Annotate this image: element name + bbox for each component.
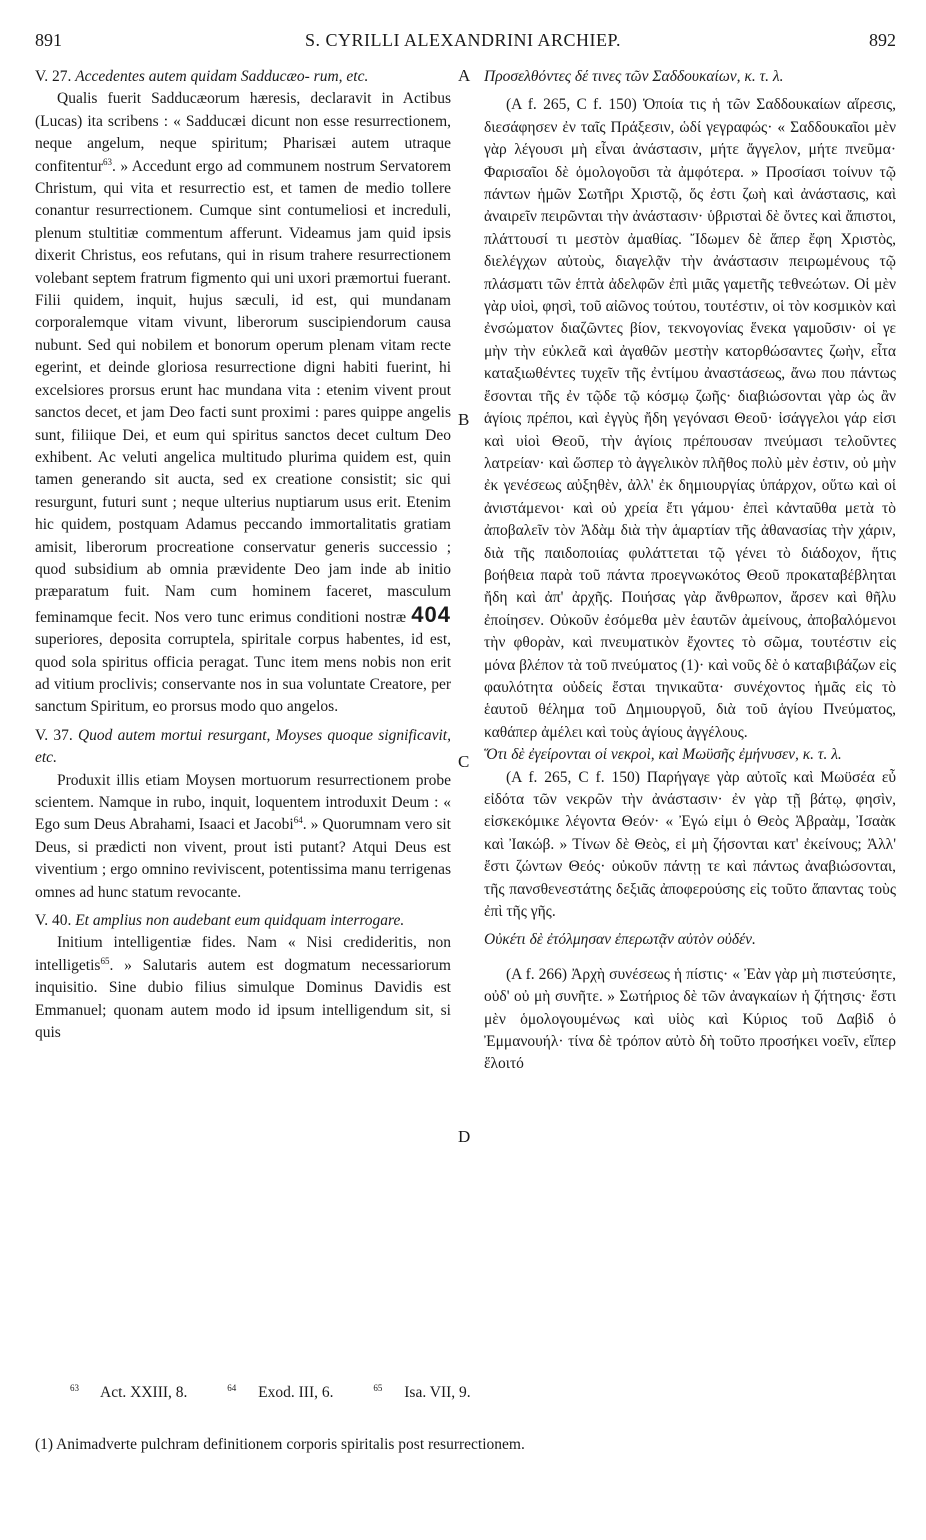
verse-number: V. 37. — [35, 726, 73, 744]
verse-heading-37 — [35, 725, 451, 770]
footnote-text: Act. XXIII, 8. — [100, 1384, 188, 1401]
latin-text: . » Accedunt ergo ad communem nostrum Servatorem Christum, qui vita et resurrectio est, et tamen de medio tollere conantur resurrectionem. Cumque sint contumeliosi et increduli, plenum stultitiæ commentum afferunt. Videamus jam quid ipsis dixerit Christus, eos refutans, qui in risum trahere resurrectionem volebant septem fratrum figmento qui uni uxori præmortui fuerant. Filii quidem, inquit, hujus sæculi, id est, qui mundanam corporalemque vitam vivunt, liberorum suscipiendorum causa nubunt. Sed qui nobilem et bonorum operum plenam vitam recte egerint, et deinde gloriosa resurrectione digni habiti fuerint, hi excelsiores prorsus erunt hac mundana vita : etenim vivent prout sanctos decet, et jam Deo facti sunt proximi : pares quippe angelis sunt, filiique Dei, et eum qui spiritus sanctos decet cultum Deo exhibent. Ac veluti angelica multitudo plurima quidem est, quin tamen generando sit aucta, sed ex creatione consistit; sic qui resurgunt, futuri sunt ; neque ulterius nuptiarum usus erit. Etenim hic quidem, postquam Adamus peccando immortalitatis gratiam amisit, liberorum procreatione conservatur generis successio ; quod subsidium ab omnia prævidente Deo jam inde ab initio præparatum fuit. Nam cum hominem faceret, masculum feminamque fecit. Nos vero tunc erimus conditioni nostræ — [35, 157, 451, 626]
greek-heading-1: Προσελθόντες δέ τινες τῶν Σαδδουκαίων, κ. τ. λ. — [484, 68, 784, 85]
latin-text: Produxit illis etiam Moysen mortuorum resurrectionem probe scientem. Namque in rubo, inquit, loquentem introduxit Deum : « Ego sum Deus Abrahami, Isaaci et Jacobi — [35, 771, 451, 834]
verse-text: Accedentes autem quidam Sadducæo- — [75, 68, 310, 85]
footnotes — [70, 1384, 507, 1402]
verse-text-cont: rum, etc. — [313, 68, 369, 85]
verse-number: V. 40. — [35, 912, 72, 930]
footnote — [227, 1384, 351, 1401]
footnote-ref-64: 64 — [293, 815, 303, 826]
latin-column — [35, 66, 451, 1044]
margin-letter-b: B — [458, 410, 470, 429]
column-marker: 404 — [411, 601, 451, 627]
greek-heading-3: Οὐκέτι δὲ ἐτόλμησαν ἐπερωτᾷν αὐτὸν οὐδέν. — [484, 931, 756, 949]
margin-letter-a: A — [458, 66, 471, 85]
footnote-text: Exod. III, 6. — [258, 1384, 334, 1401]
editor-note: (1) Animadverte pulchram definitionem corporis spiritalis post resurrectionem. — [35, 1436, 525, 1453]
greek-paragraph-2: (A f. 265, C f. 150) Παρήγαγε γὰρ αὐτοῖς καὶ Μωϋσέα εὖ εἰδότα τῶν νεκρῶν τὴν ἀνάστασιν· ἐν γὰρ τῇ βάτῳ, φησὶν, εἰσκεκόμικε λέγοντα Θεόν· « Ἐγώ εἰμι ὁ Θεὸς Ἀβραὰμ, Ἰσαὰκ καὶ Ἰακώβ. » Τίνων δὲ Θεὸς, εἰ μὴ ζήσονται κατ' ἐκείνους; Ἀλλ' ἔστι ζώντων Θεός· οὐκοῦν πάντῃ τε καὶ πάντως ἀναβιώσονται, τῆς πανσθενεστάτης δεξιᾶς ἀποφερούσης εἰς τοῦτο ἅπαντας τοὺς ἐπὶ τῆς γῆς. — [484, 768, 896, 921]
page-number-left: 891 — [35, 30, 62, 50]
greek-paragraph-1: (A f. 265, C f. 150) Ὁποία τις ἡ τῶν Σαδδουκαίων αἵρεσις, διεσάφησεν ἐν ταῖς Πράξεσιν, ὡδί γεγραφώς· « Σαδδουκαῖοι μὲν γὰρ λέγουσι μὴ εἶναι ἀνάστασιν, μήτε ἄγγελον, μήτε πνεῦμα· Φαρισαῖοι δὲ ὁμολογοῦσι τὰ ἀμφότερα. » Προσίασι τοίνυν τῷ πάντων ἡμῶν Σωτῆρι Χριστῷ, ὅς ἐστι ζωὴ καὶ ἀνάστασις, καὶ ἀναιρεῖν πειρῶνται τὴν ἀνάστασιν· ὑβρισταὶ δὲ ὄντες καὶ ἄπιστοι, πλάττουσί τι μεστὸν ἀμαθίας. Ἴδωμεν δὲ ἅπερ ἔφη Χριστὸς, διελέγχων αὐτοὺς, διαγελᾷν τὴν ἀνάστασιν πειρωμένους τῷ πλάσματι τῶν ἑπτὰ ἀδελφῶν ἐπὶ μιᾶς γαμετῆς τεθνεώτων. Οἱ μὲν γὰρ υἱοὶ, φησὶ, τοῦ αἰῶνος τούτου, τουτέστιν, οἱ τὸν κοσμικὸν καὶ ἐνσώματον διαζῶντες βίον, τεκνογονίας ἕνεκα γαμοῦσιν· οἱ γε μὴν τὴν εὐκλεᾶ καὶ ἀγαθῶν μεστὴν κατορθώσαντες ζωὴν, εἶτα καταξιωθέντες τυχεῖν τῆς ἐντίμου ἀναστάσεως, ἄνω που πάντως ἔσονται τῆς ἐν τῷδε τῷ κόσμῳ ζωῆς· διαβιώσονται γὰρ ὡς ἂν ἁγίοις πρέποι, καὶ ἐγγὺς ἤδη γεγόνασι Θεοῦ· ἰσάγγελοι γάρ εἰσι καὶ υἱοὶ Θεοῦ, τὴν ἁγίοις πρέπουσαν πνεύμασι τελοῦντες λατρείαν· καὶ ὥσπερ τὸ ἀγγελικὸν πλῆθος πολὺ μὲν ἐστιν, οὐ μὴν ἐκ γενέσεως αὐξηθὲν, ἀλλ' ἐκ δημιουργίας ὑπάρχον, οὕτω καὶ οἱ ἀνιστάμενοι· καὶ οὐ χρεία ἔτι γάμου· ἐπεὶ κἀνταῦθα μετὰ τὸ ἀποβαλεῖν τὸν Ἀδὰμ διὰ τὴν ἁμαρτίαν τῆς ἀθανασίας τὴν χάριν, διὰ τῆς παιδοποιίας φυλάττεται τῷ γένει τὸ διάδοχον, ἥτις βοήθεια παρὰ τοῦ πάντα προεγνωκότος Θεοῦ προκαταβέβληται ἤδη καὶ ἀπ' ἀρχῆς. Ποιήσας γὰρ ἄνθρωπον, ἄρσεν καὶ θῆλυ ἐποίησεν. Οὐκοῦν ἐσόμεθα μὲν ἑαυτῶν ἀμείνους, ἀποβαλόμενοι τὴν φθορὰν, καὶ πνευματικὸν ἔχοντες τὸ σῶμα, τουτέστιν εἰς μόνα βλέπον τὰ τοῦ πνεύματος (1)· καὶ νοῦς δὲ ὁ καταβιβάζων εἰς φαυλότητα οὐδείς ἔσται τηνικαῦτα· συνέχοντος ἡμᾶς εἰς τὸ ἑαυτοῦ θέλημα τοῦ Δημιουργοῦ, διὰ τοῦ ἁγίου Πνεύματος, καθάπερ ἀμέλει καὶ τοὺς ἁγίους ἀγγέλους. — [484, 96, 896, 741]
latin-text: . » Quorumnam vero sit Deus, si prædicti non vivent, prout isti putant? Atqui Deus est viventium ; ergo omnino reviviscent, potentissima manu terrigenas omnes ad hunc statum revocante. — [35, 816, 451, 901]
latin-text: Qualis fuerit Sadducæorum hæresis, declaravit in Actibus (Lucas) ita scribens : « Sadducæi dicunt non esse resurrectionem, neque angelum, neque spiritum; Pharisæi autem utraque confitentur — [35, 90, 451, 175]
greek-column — [484, 66, 896, 1076]
verse-number: V. 27. — [35, 68, 72, 85]
verse-heading-40 — [35, 910, 451, 932]
footnote-ref-63: 63 — [103, 156, 113, 167]
footnote-ref-65: 65 — [100, 955, 110, 966]
latin-paragraph-3 — [35, 932, 451, 1044]
footnote-number: 64 — [227, 1382, 237, 1393]
verse-heading-27 — [35, 66, 451, 88]
running-title: S. CYRILLI ALEXANDRINI ARCHIEP. — [304, 30, 621, 50]
latin-paragraph-2 — [35, 770, 451, 904]
latin-text: Initium intelligentiæ fides. Nam « Nisi credideritis, non intelligetis — [35, 934, 451, 974]
margin-letter-c: C — [458, 752, 470, 771]
verse-text: Et amplius non audebant eum quidquam interrogare. — [75, 912, 405, 930]
page-number-right: 892 — [869, 30, 896, 50]
margin-letter-d: D — [458, 1127, 471, 1146]
latin-text: superiores, deposita corruptela, spiritale corpus habentes, id est, quod sola spiritus officia peragat. Tunc item mens nobis non erit ad vitium proclivis; conservante nos in sua voluntate Creatore, per sanctum Spiritum, eo prorsus modo quo angelos. — [35, 631, 451, 716]
footnote-number: 63 — [70, 1382, 79, 1393]
greek-paragraph-3: (A f. 266) Ἀρχὴ συνέσεως ἡ πίστις· « Ἐὰν γὰρ μὴ πιστεύσητε, οὐδ' οὐ μὴ συνῆτε. » Σωτήριος δὲ τῶν ἀναγκαίων ἡ ζήτησις· ἔστι μὲν ὁμολογουμένως καὶ υἱὸς καὶ Κύριος τοῦ Δαβὶδ ὁ Ἐμμανουήλ· τίνα δὲ τρόπον αὐτὸ δὴ τοῦτο προσήκει νοεῖν, εἴπερ ἕλοιτό — [484, 965, 896, 1073]
footnote-text: Isa. VII, 9. — [404, 1384, 471, 1401]
latin-paragraph-1 — [35, 88, 451, 718]
verse-text: Quod autem mortui resurgant, Moyses quoque significavit, etc. — [35, 726, 451, 767]
latin-text: . » Salutaris autem est dogmatum necessariorum inquisitio. Sine dubio filius simulque Dominus Davidis est Emmanuel; quonam autem modo id ipsum intelligendum sit, si quis — [35, 956, 451, 1042]
footnote-number: 65 — [373, 1382, 383, 1393]
footnote — [373, 1384, 488, 1401]
greek-heading-2: Ὅτι δὲ ἐγείρονται οἱ νεκροὶ, καὶ Μωϋσῆς ἐμήνυσεν, κ. τ. λ. — [484, 746, 842, 764]
footnote — [70, 1384, 205, 1401]
